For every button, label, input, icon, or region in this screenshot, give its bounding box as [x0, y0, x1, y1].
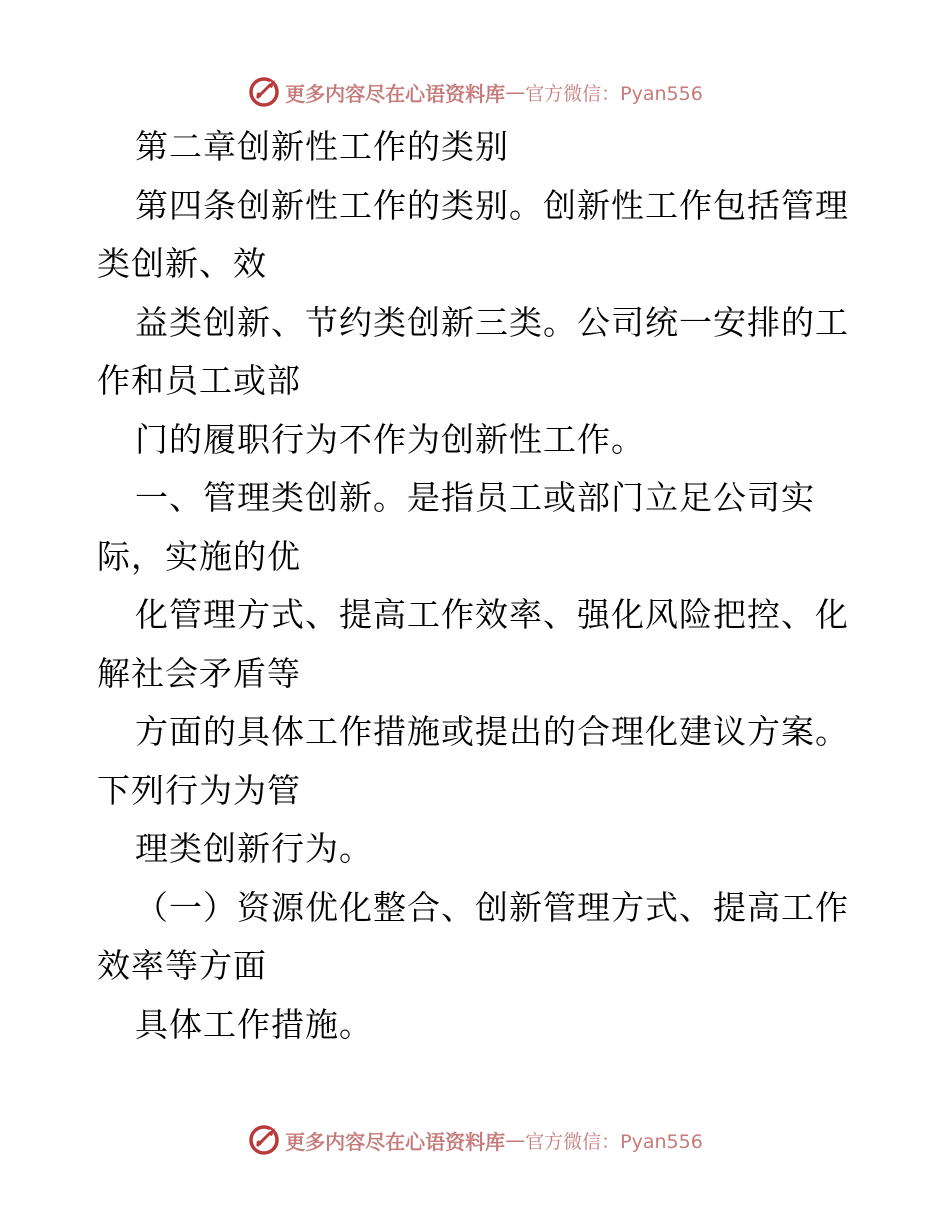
paragraph-line: 方面的具体工作措施或提出的合理化建议方案。: [135, 712, 849, 751]
paragraph-line: 一、管理类创新。是指员工或部门立足公司实: [135, 478, 815, 517]
paragraph-line: 门的履职行为不作为创新性工作。: [135, 419, 645, 459]
document-body: [97, 118, 867, 1054]
banner-wechat-id: 官方微信：Pyan556: [525, 82, 703, 105]
paragraph-line: 际，实施的优: [97, 536, 301, 576]
library-logo-icon: [247, 1123, 281, 1157]
paragraph-line: 化管理方式、提高工作效率、强化风险把控、化: [135, 595, 849, 634]
footer-banner: [0, 1120, 950, 1160]
banner-slogan: 更多内容尽在心语资料库: [285, 1129, 506, 1154]
paragraph-line: 具体工作措施。: [135, 1004, 373, 1044]
paragraph-line: 效率等方面: [97, 946, 267, 985]
header-banner: [0, 72, 950, 112]
banner-separator: —: [505, 1128, 526, 1152]
paragraph-line: 解社会矛盾等: [97, 653, 301, 693]
banner-slogan: 更多内容尽在心语资料库: [285, 81, 506, 106]
paragraph-line: 理类创新行为。: [135, 829, 373, 868]
paragraph-line: 作和员工或部: [97, 361, 301, 400]
chapter-heading: 第二章创新性工作的类别: [135, 127, 509, 166]
paragraph-line: （一）资源优化整合、创新管理方式、提高工作: [135, 887, 849, 927]
banner-separator: —: [505, 80, 526, 104]
paragraph-line: 下列行为为管: [97, 770, 301, 810]
library-logo-icon: [247, 75, 281, 109]
paragraph-line: 益类创新、节约类创新三类。公司统一安排的工: [135, 302, 849, 342]
paragraph-line: 类创新、效: [97, 244, 267, 283]
paragraph-line: 第四条创新性工作的类别。创新性工作包括管理: [135, 185, 849, 225]
banner-wechat-id: 官方微信：Pyan556: [525, 1130, 703, 1153]
